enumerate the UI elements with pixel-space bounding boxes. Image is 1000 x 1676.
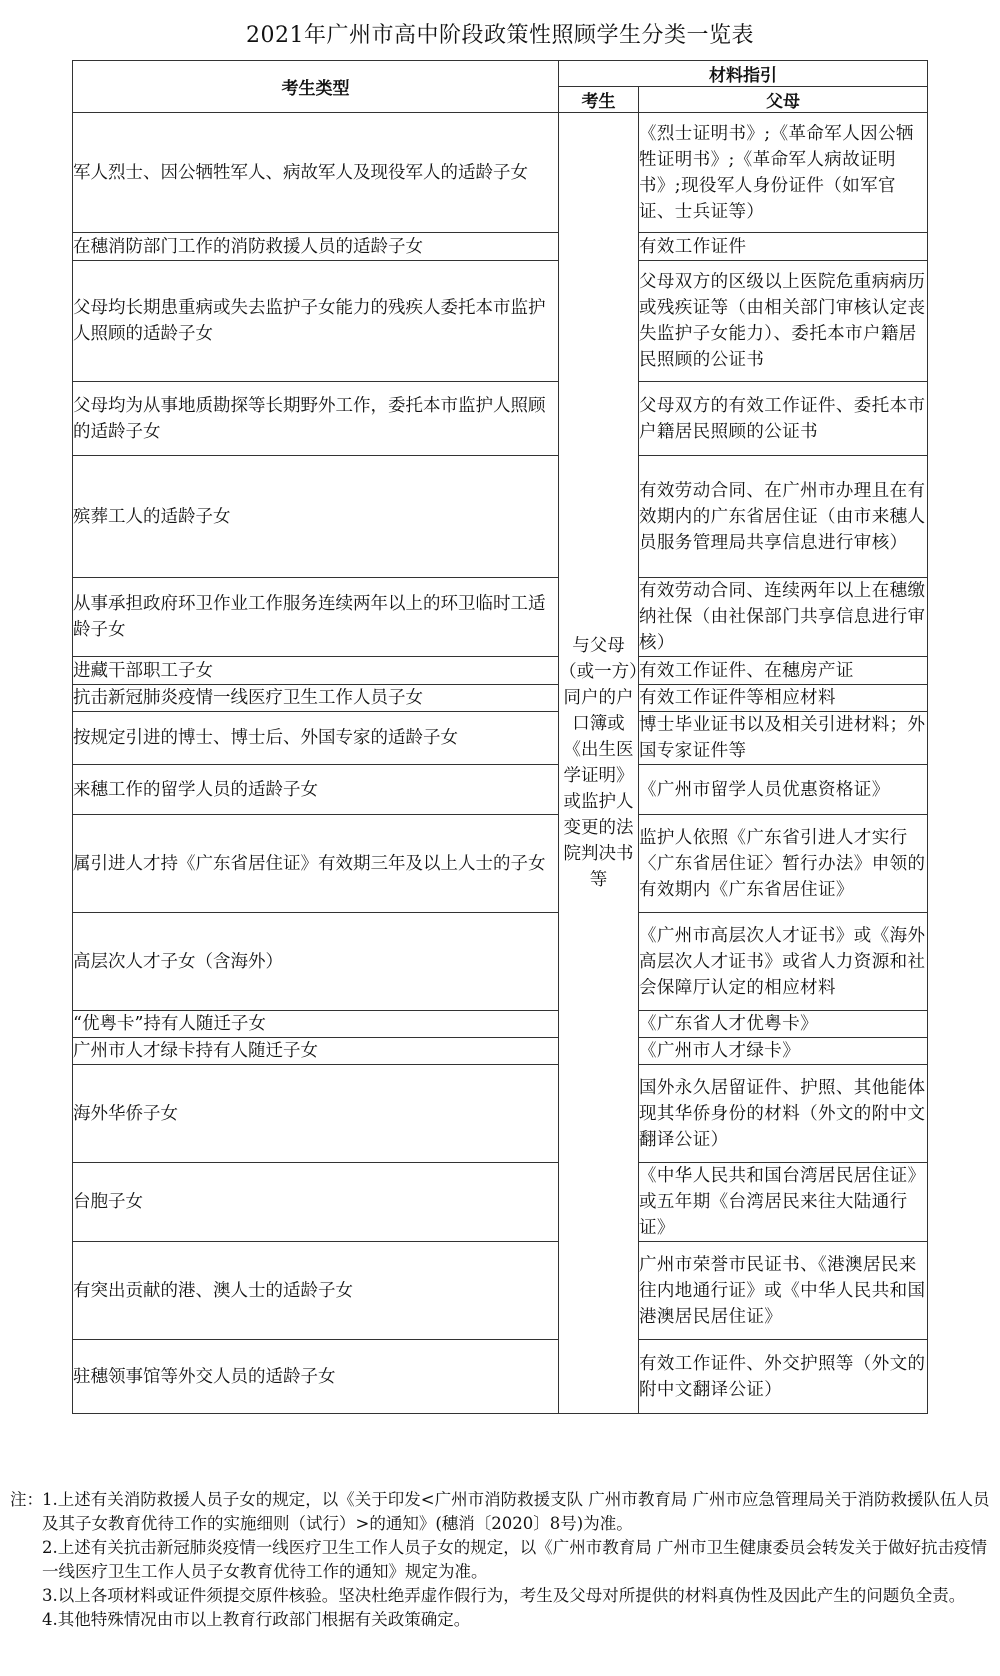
table-row-parents: 有效工作证件等相应材料 bbox=[639, 685, 928, 712]
table-row-type: 父母均长期患重病或失去监护子女能力的残疾人委托本市监护人照顾的适龄子女 bbox=[73, 261, 559, 382]
table-row-type: 有突出贡献的港、澳人士的适龄子女 bbox=[73, 1242, 559, 1340]
table-row-type: 抗击新冠肺炎疫情一线医疗卫生工作人员子女 bbox=[73, 685, 559, 712]
table-row-type: 父母均为从事地质勘探等长期野外工作，委托本市监护人照顾的适龄子女 bbox=[73, 382, 559, 456]
table-row-parents: 父母双方的区级以上医院危重病病历或残疾证等（由相关部门审核认定丧失监护子女能力）、委托本市户籍居民照顾的公证书 bbox=[639, 261, 928, 382]
table-row-parents: 有效工作证件、在穗房产证 bbox=[639, 657, 928, 685]
table-row-parents: 《广州市留学人员优惠资格证》 bbox=[639, 765, 928, 815]
table-row-parents: 广州市荣誉市民证书、《港澳居民来往内地通行证》或《中华人民共和国港澳居民居住证》 bbox=[639, 1242, 928, 1340]
note-item: 1.上述有关消防救援人员子女的规定，以《关于印发<广州市消防救援支队 广州市教育局 广州市应急管理局关于消防救援队伍人员及其子女教育优待工作的实施细则（试行）>的通知》(穗消〔2020〕8号)为准。 bbox=[42, 1490, 990, 1533]
table-row-parents: 《广东省人才优粤卡》 bbox=[639, 1011, 928, 1038]
table-row-parents: 《烈士证明书》;《革命军人因公牺牲证明书》;《革命军人病故证明书》;现役军人身份证件（如军官证、士兵证等） bbox=[639, 113, 928, 233]
table-row-parents: 监护人依照《广东省引进人才实行〈广东省居住证〉暂行办法》申领的有效期内《广东省居住证》 bbox=[639, 815, 928, 913]
table-row-parents: 有效工作证件 bbox=[639, 233, 928, 261]
header-student: 考生 bbox=[559, 87, 639, 113]
header-materials: 材料指引 bbox=[559, 61, 928, 87]
table-row-parents: 有效工作证件、外交护照等（外文的附中文翻译公证） bbox=[639, 1340, 928, 1414]
table-row-parents: 有效劳动合同、连续两年以上在穗缴纳社保（由社保部门共享信息进行审核） bbox=[639, 578, 928, 657]
table-row-type: 军人烈士、因公牺牲军人、病故军人及现役军人的适龄子女 bbox=[73, 113, 559, 233]
table-row-type: 高层次人才子女（含海外） bbox=[73, 913, 559, 1011]
header-type: 考生类型 bbox=[73, 61, 559, 113]
table-row-parents: 父母双方的有效工作证件、委托本市户籍居民照顾的公证书 bbox=[639, 382, 928, 456]
header-parents: 父母 bbox=[639, 87, 928, 113]
table-row-parents: 《广州市人才绿卡》 bbox=[639, 1038, 928, 1065]
table-row-type: 广州市人才绿卡持有人随迁子女 bbox=[73, 1038, 559, 1065]
table-row-type: 来穗工作的留学人员的适龄子女 bbox=[73, 765, 559, 815]
note-item: 2.上述有关抗击新冠肺炎疫情一线医疗卫生工作人员子女的规定，以《广州市教育局 广州市卫生健康委员会转发关于做好抗击疫情一线医疗卫生工作人员子女教育优待工作的通知》规定为准。 bbox=[42, 1538, 987, 1581]
table-row-parents: 《广州市高层次人才证书》或《海外高层次人才证书》或省人力资源和社会保障厅认定的相应材料 bbox=[639, 913, 928, 1011]
table-row-type: 属引进人才持《广东省居住证》有效期三年及以上人士的子女 bbox=[73, 815, 559, 913]
notes-section bbox=[10, 1488, 990, 1632]
table-row-type: 驻穗领事馆等外交人员的适龄子女 bbox=[73, 1340, 559, 1414]
table-row-type: 殡葬工人的适龄子女 bbox=[73, 456, 559, 578]
table-row-parents: 国外永久居留证件、护照、其他能体现其华侨身份的材料（外文的附中文翻译公证） bbox=[639, 1065, 928, 1163]
student-material: 与父母（或一方）同户的户口簿或《出生医学证明》或监护人变更的法院判决书等 bbox=[559, 113, 639, 1414]
table-row-type: 海外华侨子女 bbox=[73, 1065, 559, 1163]
table-row-type: 台胞子女 bbox=[73, 1163, 559, 1242]
table-row-type: 按规定引进的博士、博士后、外国专家的适龄子女 bbox=[73, 712, 559, 765]
table-row-parents: 《中华人民共和国台湾居民居住证》或五年期《台湾居民来往大陆通行证》 bbox=[639, 1163, 928, 1242]
classification-table bbox=[72, 60, 928, 1414]
note-item: 4.其他特殊情况由市以上教育行政部门根据有关政策确定。 bbox=[42, 1610, 471, 1629]
page-title: 2021年广州市高中阶段政策性照顾学生分类一览表 bbox=[246, 23, 754, 48]
table-row-type: “优粤卡”持有人随迁子女 bbox=[73, 1011, 559, 1038]
table-row-type: 在穗消防部门工作的消防救援人员的适龄子女 bbox=[73, 233, 559, 261]
table-row-type: 从事承担政府环卫作业工作服务连续两年以上的环卫临时工适龄子女 bbox=[73, 578, 559, 657]
notes-label: 注： bbox=[10, 1490, 43, 1509]
table-row-parents: 有效劳动合同、在广州市办理且在有效期内的广东省居住证（由市来穗人员服务管理局共享信息进行审核） bbox=[639, 456, 928, 578]
note-item: 3.以上各项材料或证件须提交原件核验。坚决杜绝弄虚作假行为，考生及父母对所提供的材料真伪性及因此产生的问题负全责。 bbox=[42, 1586, 966, 1605]
table-row-type: 进藏干部职工子女 bbox=[73, 657, 559, 685]
table-row-parents: 博士毕业证书以及相关引进材料；外国专家证件等 bbox=[639, 712, 928, 765]
